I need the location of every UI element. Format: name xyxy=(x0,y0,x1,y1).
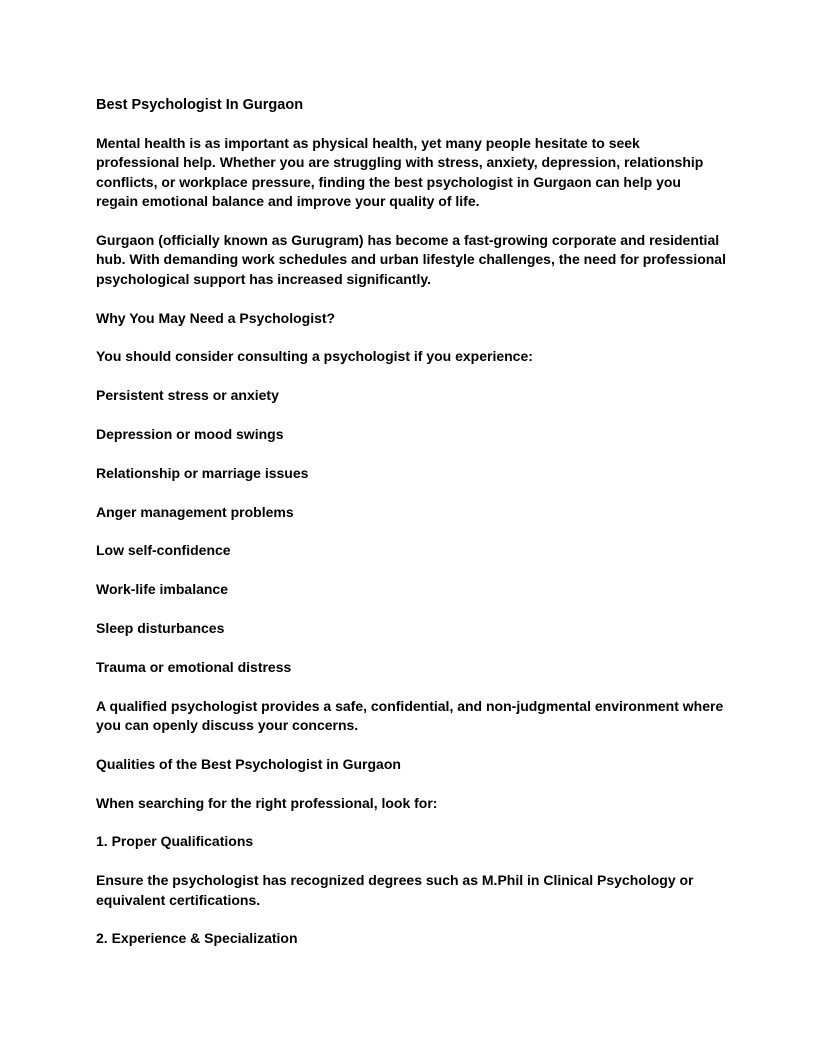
consider-paragraph: You should consider consulting a psychologist if you experience: xyxy=(96,348,533,365)
symptom-item: Trauma or emotional distress xyxy=(96,658,292,675)
document-page xyxy=(96,95,726,968)
symptom-item: Relationship or marriage issues xyxy=(96,464,309,481)
section-heading-qualities: Qualities of the Best Psychologist in Gurgaon xyxy=(96,755,401,772)
subheading-qualifications: 1. Proper Qualifications xyxy=(96,833,254,850)
subheading-experience: 2. Experience & Specialization xyxy=(96,930,298,947)
symptom-item: Persistent stress or anxiety xyxy=(96,387,279,404)
document-title: Best Psychologist In Gurgaon xyxy=(96,97,304,113)
qualified-paragraph: A qualified psychologist provides a safe, confidential, and non-judgmental environment where you can openly discuss your concerns. xyxy=(96,697,724,733)
symptom-item: Sleep disturbances xyxy=(96,620,225,636)
qualifications-paragraph: Ensure the psychologist has recognized degrees such as M.Phil in Clinical Psychology or equivalent certifications. xyxy=(96,872,694,908)
symptom-item: Low self-confidence xyxy=(96,542,231,559)
symptom-item: Work-life imbalance xyxy=(96,581,229,598)
gurgaon-paragraph: Gurgaon (officially known as Gurugram) has become a fast-growing corporate and residential hub. With demanding work schedules and urban lifestyle challenges, the need for professional psychological support has increased significantly. xyxy=(96,232,726,287)
searching-paragraph: When searching for the right professional, look for: xyxy=(96,794,438,811)
section-heading-why: Why You May Need a Psychologist? xyxy=(96,309,336,326)
symptom-item: Anger management problems xyxy=(96,503,294,520)
intro-paragraph: Mental health is as important as physical health, yet many people hesitate to seek professional help. Whether you are struggling with stress, anxiety, depression, relationship conflicts, or workplace pressure, finding the best psychologist in Gurgaon can help you regain emotional balance and improve your quality of life. xyxy=(96,135,704,210)
symptom-item: Depression or mood swings xyxy=(96,426,284,443)
